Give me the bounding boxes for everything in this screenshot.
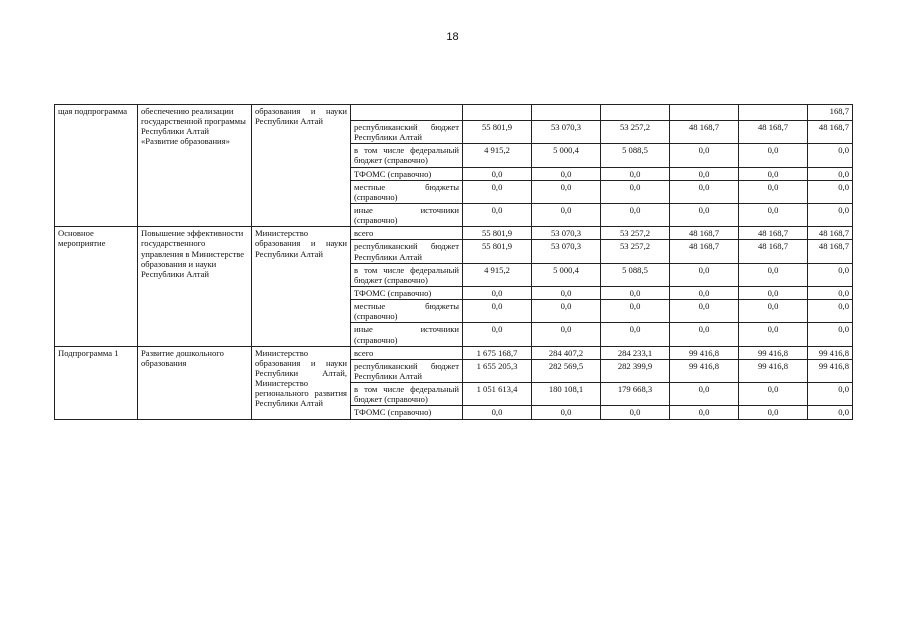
amount-cell: 48 168,7	[739, 227, 808, 240]
page-number: 18	[446, 31, 459, 43]
amount-cell: 0,0	[532, 180, 601, 203]
amount-cell: 0,0	[808, 300, 853, 323]
funding-source-cell: в том числе федеральный бюджет (справочно)	[351, 263, 463, 286]
amount-cell: 5 000,4	[532, 144, 601, 167]
program-category-cell: щая подпрограмма	[55, 105, 138, 227]
amount-cell: 99 416,8	[808, 359, 853, 382]
amount-cell: 0,0	[670, 383, 739, 406]
amount-cell: 0,0	[808, 144, 853, 167]
amount-cell: 0,0	[463, 180, 532, 203]
amount-cell: 0,0	[601, 203, 670, 226]
funding-source-cell: республиканский бюджет Республики Алтай	[351, 359, 463, 382]
amount-cell: 5 088,5	[601, 144, 670, 167]
amount-cell: 0,0	[532, 323, 601, 346]
amount-cell: 99 416,8	[739, 359, 808, 382]
amount-cell: 0,0	[670, 300, 739, 323]
amount-cell: 284 407,2	[532, 346, 601, 359]
funding-source-cell: в том числе федеральный бюджет (справочно)	[351, 144, 463, 167]
funding-source-cell: всего	[351, 346, 463, 359]
amount-cell: 48 168,7	[808, 240, 853, 263]
amount-cell: 0,0	[463, 406, 532, 419]
amount-cell: 0,0	[463, 167, 532, 180]
amount-cell: 0,0	[601, 286, 670, 299]
executor-cell: Министерство образования и науки Республики Алтай, Министерство регионального развития Республики Алтай	[252, 346, 351, 419]
amount-cell: 0,0	[739, 286, 808, 299]
amount-cell: 0,0	[532, 167, 601, 180]
amount-cell: 1 675 168,7	[463, 346, 532, 359]
amount-cell: 0,0	[739, 300, 808, 323]
amount-cell: 0,0	[601, 323, 670, 346]
amount-cell: 0,0	[532, 203, 601, 226]
funding-source-cell: ТФОМС (справочно)	[351, 167, 463, 180]
executor-cell: образования и науки Республики Алтай	[252, 105, 351, 227]
amount-cell: 0,0	[808, 263, 853, 286]
funding-source-cell: местные бюджеты (справочно)	[351, 180, 463, 203]
amount-cell: 0,0	[739, 144, 808, 167]
funding-source-cell: местные бюджеты (справочно)	[351, 300, 463, 323]
amount-cell: 53 257,2	[601, 121, 670, 144]
program-title-cell: Развитие дошкольного образования	[138, 346, 252, 419]
amount-cell	[739, 105, 808, 121]
program-title-cell: Повышение эффективности государственного управления в Министерстве образования и науки Республики Алтай	[138, 227, 252, 346]
amount-cell	[463, 105, 532, 121]
amount-cell: 0,0	[808, 383, 853, 406]
amount-cell: 0,0	[808, 323, 853, 346]
amount-cell	[532, 105, 601, 121]
amount-cell: 0,0	[532, 300, 601, 323]
amount-cell: 99 416,8	[808, 346, 853, 359]
amount-cell: 53 257,2	[601, 227, 670, 240]
amount-cell: 0,0	[670, 167, 739, 180]
amount-cell: 0,0	[532, 286, 601, 299]
amount-cell: 99 416,8	[739, 346, 808, 359]
amount-cell: 284 233,1	[601, 346, 670, 359]
amount-cell: 282 569,5	[532, 359, 601, 382]
program-category-cell: Основное мероприятие	[55, 227, 138, 346]
amount-cell: 0,0	[739, 263, 808, 286]
amount-cell: 53 070,3	[532, 240, 601, 263]
amount-cell: 0,0	[670, 286, 739, 299]
amount-cell: 0,0	[670, 180, 739, 203]
amount-cell: 0,0	[739, 180, 808, 203]
amount-cell: 0,0	[808, 180, 853, 203]
amount-cell: 48 168,7	[670, 121, 739, 144]
amount-cell: 99 416,8	[670, 346, 739, 359]
amount-cell: 168,7	[808, 105, 853, 121]
budget-table-body	[55, 105, 853, 420]
amount-cell: 0,0	[808, 406, 853, 419]
amount-cell: 0,0	[670, 203, 739, 226]
amount-cell: 55 801,9	[463, 227, 532, 240]
amount-cell: 282 399,9	[601, 359, 670, 382]
amount-cell: 4 915,2	[463, 263, 532, 286]
amount-cell: 0,0	[739, 383, 808, 406]
amount-cell: 5 000,4	[532, 263, 601, 286]
funding-source-cell: республиканский бюджет Республики Алтай	[351, 121, 463, 144]
funding-source-cell: иные источники (справочно)	[351, 203, 463, 226]
amount-cell: 5 088,5	[601, 263, 670, 286]
funding-source-cell	[351, 105, 463, 121]
amount-cell: 99 416,8	[670, 359, 739, 382]
amount-cell: 0,0	[670, 323, 739, 346]
amount-cell: 48 168,7	[808, 227, 853, 240]
amount-cell: 0,0	[532, 406, 601, 419]
amount-cell	[670, 105, 739, 121]
program-title-cell: обеспечению реализации государственной программы Республики Алтай «Развитие образования»	[138, 105, 252, 227]
funding-source-cell: республиканский бюджет Республики Алтай	[351, 240, 463, 263]
amount-cell: 48 168,7	[670, 227, 739, 240]
amount-cell: 0,0	[670, 406, 739, 419]
amount-cell: 0,0	[601, 406, 670, 419]
amount-cell: 1 051 613,4	[463, 383, 532, 406]
amount-cell: 0,0	[601, 300, 670, 323]
amount-cell: 55 801,9	[463, 121, 532, 144]
amount-cell: 0,0	[808, 203, 853, 226]
executor-cell: Министерство образования и науки Республики Алтай	[252, 227, 351, 346]
amount-cell: 1 655 205,3	[463, 359, 532, 382]
amount-cell: 0,0	[739, 203, 808, 226]
amount-cell: 0,0	[739, 323, 808, 346]
table-row	[55, 346, 853, 359]
budget-table	[54, 104, 853, 420]
amount-cell: 0,0	[808, 167, 853, 180]
amount-cell: 179 668,3	[601, 383, 670, 406]
funding-source-cell: иные источники (справочно)	[351, 323, 463, 346]
amount-cell: 0,0	[601, 167, 670, 180]
amount-cell: 55 801,9	[463, 240, 532, 263]
amount-cell: 0,0	[739, 167, 808, 180]
amount-cell: 53 070,3	[532, 227, 601, 240]
amount-cell: 0,0	[463, 286, 532, 299]
amount-cell: 0,0	[463, 323, 532, 346]
amount-cell: 48 168,7	[739, 121, 808, 144]
amount-cell: 0,0	[670, 263, 739, 286]
amount-cell: 0,0	[601, 180, 670, 203]
amount-cell: 180 108,1	[532, 383, 601, 406]
amount-cell	[601, 105, 670, 121]
funding-source-cell: ТФОМС (справочно)	[351, 286, 463, 299]
program-category-cell: Подпрограмма 1	[55, 346, 138, 419]
amount-cell: 0,0	[739, 406, 808, 419]
funding-source-cell: ТФОМС (справочно)	[351, 406, 463, 419]
amount-cell: 48 168,7	[739, 240, 808, 263]
funding-source-cell: в том числе федеральный бюджет (справочно)	[351, 383, 463, 406]
amount-cell: 53 070,3	[532, 121, 601, 144]
amount-cell: 0,0	[670, 144, 739, 167]
amount-cell: 0,0	[808, 286, 853, 299]
amount-cell: 48 168,7	[670, 240, 739, 263]
table-row	[55, 105, 853, 121]
amount-cell: 53 257,2	[601, 240, 670, 263]
table-row	[55, 227, 853, 240]
amount-cell: 4 915,2	[463, 144, 532, 167]
amount-cell: 0,0	[463, 203, 532, 226]
funding-source-cell: всего	[351, 227, 463, 240]
amount-cell: 48 168,7	[808, 121, 853, 144]
amount-cell: 0,0	[463, 300, 532, 323]
